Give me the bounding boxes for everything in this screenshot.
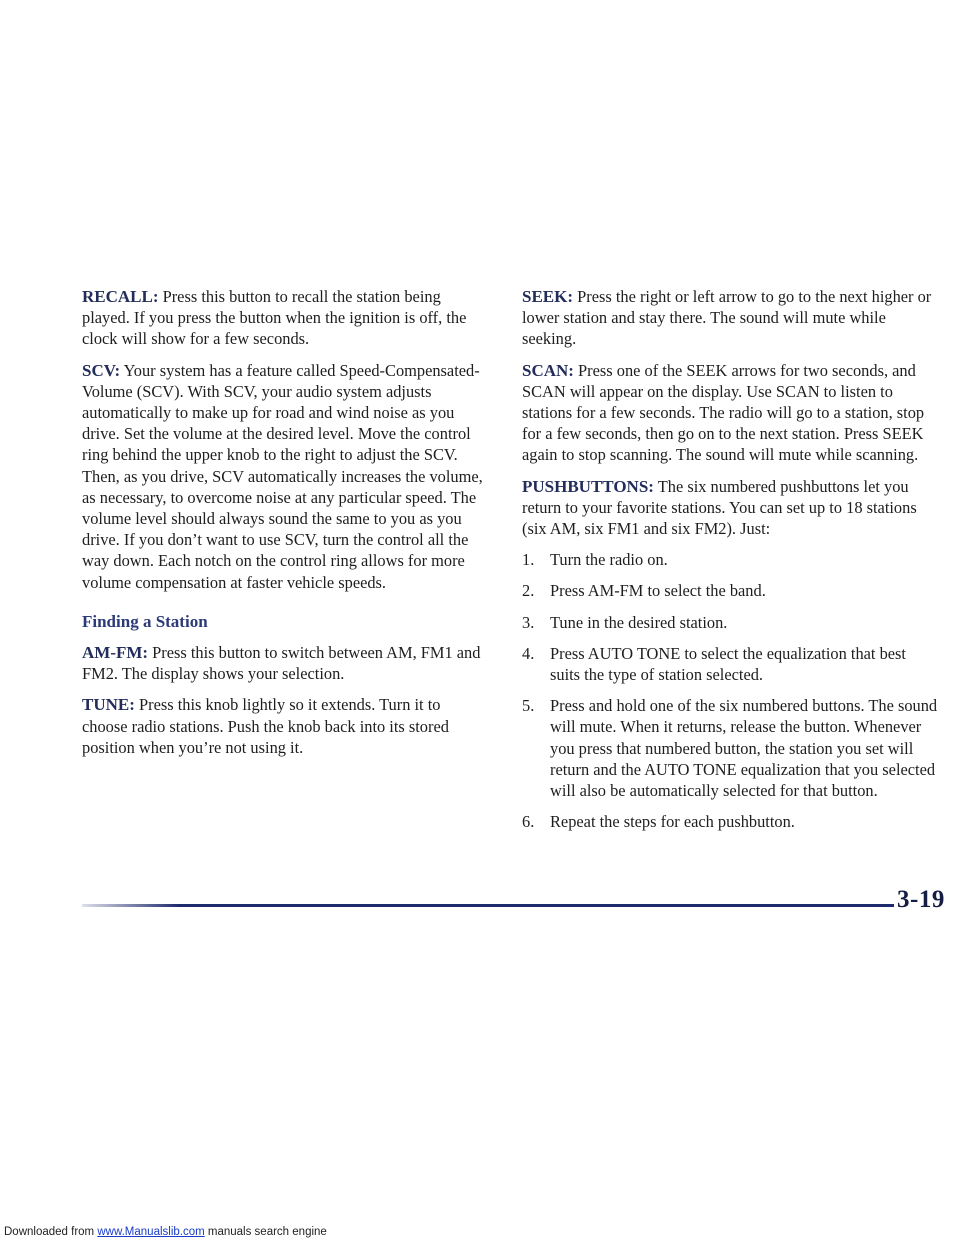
tune-term: TUNE:: [82, 695, 135, 715]
pushbuttons-text: The six numbered pushbuttons let you return to your favorite stations. You can set up to 18 stations (six AM, six FM1 and six FM2). Just:: [522, 476, 917, 539]
recall-text: Press this button to recall the station being played. If you press the button when the ignition is off, the clock will show for a few seconds.: [82, 287, 467, 349]
page-divider: [82, 904, 894, 907]
pushbuttons-paragraph: [522, 476, 940, 540]
step-text: Press and hold one of the six numbered buttons. The sound will mute. When it returns, release the button. Whenever you press that numbered button, the station you set will return and the AUTO TONE equalization that you selected will also be automatically selected for that button.: [550, 696, 938, 801]
recall-term: RECALL:: [82, 287, 159, 306]
scan-text: Press one of the SEEK arrows for two seconds, and SCAN will appear on the display. Use SCAN to listen to stations for a few seconds. The radio will go to a station, stop for a few seconds, then go on to the next station. Press SEEK again to stop scanning. The sound will mute while scanning.: [522, 360, 925, 465]
tune-paragraph: [82, 694, 488, 758]
am-fm-paragraph: [82, 642, 488, 684]
step-number: 5.: [522, 696, 535, 716]
section-heading: Finding a Station: [82, 611, 208, 631]
list-item: [522, 549, 940, 570]
footer-prefix: Downloaded from: [4, 1226, 98, 1238]
am-fm-term: AM-FM:: [82, 643, 149, 663]
left-column: [82, 286, 488, 768]
seek-text: Press the right or left arrow to go to the next higher or lower station and stay there. The sound will mute while seeking.: [522, 287, 932, 349]
step-number: 1.: [522, 550, 535, 570]
am-fm-text: Press this button to switch between AM, FM1 and FM2. The display shows your selection.: [82, 643, 481, 684]
step-text: Turn the radio on.: [550, 550, 668, 570]
list-item: [522, 643, 940, 685]
list-item: [522, 811, 940, 832]
steps-list: [522, 549, 940, 832]
scv-paragraph: [82, 360, 488, 593]
tune-text: Press this knob lightly so it extends. Turn it to choose radio stations. Push the knob back into its stored position when you’re not using it.: [82, 695, 449, 757]
scv-term: SCV:: [82, 360, 121, 380]
page-number: 3-19: [897, 886, 945, 913]
footer: [4, 1226, 327, 1238]
step-text: Repeat the steps for each pushbutton.: [550, 812, 795, 832]
recall-paragraph: [82, 286, 488, 350]
list-item: [522, 695, 940, 801]
seek-term: SEEK:: [522, 287, 574, 306]
step-number: 3.: [522, 612, 535, 632]
step-text: Tune in the desired station.: [550, 612, 728, 632]
step-text: Press AM-FM to select the band.: [550, 581, 766, 601]
scan-term: SCAN:: [522, 360, 574, 380]
step-number: 4.: [522, 643, 535, 663]
step-number: 2.: [522, 581, 535, 601]
list-item: [522, 580, 940, 601]
step-number: 6.: [522, 812, 535, 832]
scv-text: Your system has a feature called Speed-Compensated-Volume (SCV). With SCV, your audio system adjusts automatically to make up for road and wind noise as you drive. Set the volume at the desired level. Move the control ring behind the upper knob to the right to adjust the SCV. Then, as you drive, SCV automatically increases the volume, as necessary, to overcome noise at any particular speed. The volume level should always sound the same to you as you drive. If you don’t want to use SCV, turn the control all the way down. Each notch on the control ring allows for more volume compensation at faster vehicle speeds.: [82, 360, 483, 592]
scan-paragraph: [522, 360, 940, 466]
manualslib-link[interactable]: www.Manualslib.com: [97, 1226, 205, 1238]
right-column: [522, 286, 940, 842]
step-text: Press AUTO TONE to select the equalization that best suits the type of station selected.: [550, 643, 906, 685]
pushbuttons-term: PUSHBUTTONS:: [522, 476, 654, 496]
seek-paragraph: [522, 286, 940, 350]
list-item: [522, 612, 940, 633]
footer-suffix: manuals search engine: [204, 1226, 327, 1238]
